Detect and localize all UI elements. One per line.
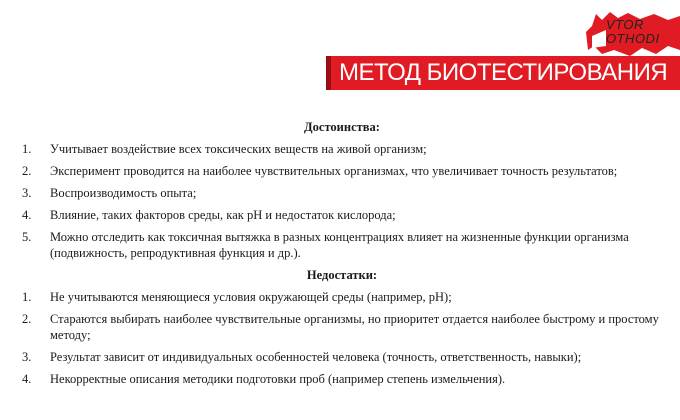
disadvantage-item (22, 289, 662, 305)
item-text: Можно отследить как токсичная вытяжка в разных концентрациях влияет на жизненные функции организма (подвижность, репродуктивная функция и др.). (50, 230, 629, 260)
disadvantages-heading: Недостатки: (306, 268, 378, 282)
disadvantage-item (22, 349, 662, 365)
advantage-item (22, 207, 662, 223)
disadvantage-item (22, 371, 662, 387)
item-number: 2. (22, 164, 32, 178)
item-text: Воспроизводимость опыта; (50, 186, 197, 200)
item-number: 1. (22, 290, 32, 304)
item-number: 1. (22, 142, 32, 156)
logo-text-bottom: OTHODI (606, 31, 660, 46)
item-text: Некорректные описания методики подготовки проб (например степень измельчения). (50, 372, 506, 386)
item-text: Учитывает воздействие всех токсических веществ на живой организм; (50, 142, 427, 156)
advantage-item (22, 229, 662, 261)
disadvantage-item (22, 311, 662, 343)
item-number: 5. (22, 230, 32, 244)
brand-logo (584, 10, 680, 58)
item-text: Стараются выбирать наиболее чувствительные организмы, но приоритет отдается наиболее быстрому и простому методу; (50, 312, 659, 342)
item-number: 4. (22, 372, 32, 386)
advantage-item (22, 163, 662, 179)
item-number: 3. (22, 186, 32, 200)
item-number: 2. (22, 312, 32, 326)
item-text: Результат зависит от индивидуальных особенностей человека (точность, ответственность, навыки); (50, 350, 582, 364)
item-number: 3. (22, 350, 32, 364)
item-number: 4. (22, 208, 32, 222)
item-text: Не учитываются меняющиеся условия окружающей среды (например, pH); (50, 290, 452, 304)
item-text: Влияние, таких факторов среды, как pH и недостаток кислорода; (50, 208, 396, 222)
item-text: Эксперимент проводится на наиболее чувствительных организмах, что увеличивает точность результатов; (50, 164, 618, 178)
document-body (22, 119, 662, 393)
advantages-heading: Достоинства: (304, 120, 380, 134)
title-banner (326, 56, 680, 90)
banner-title: МЕТОД БИОТЕСТИРОВАНИЯ (339, 59, 668, 86)
advantage-item (22, 185, 662, 201)
advantage-item (22, 141, 662, 157)
logo-text-top: VTOR (606, 17, 644, 32)
